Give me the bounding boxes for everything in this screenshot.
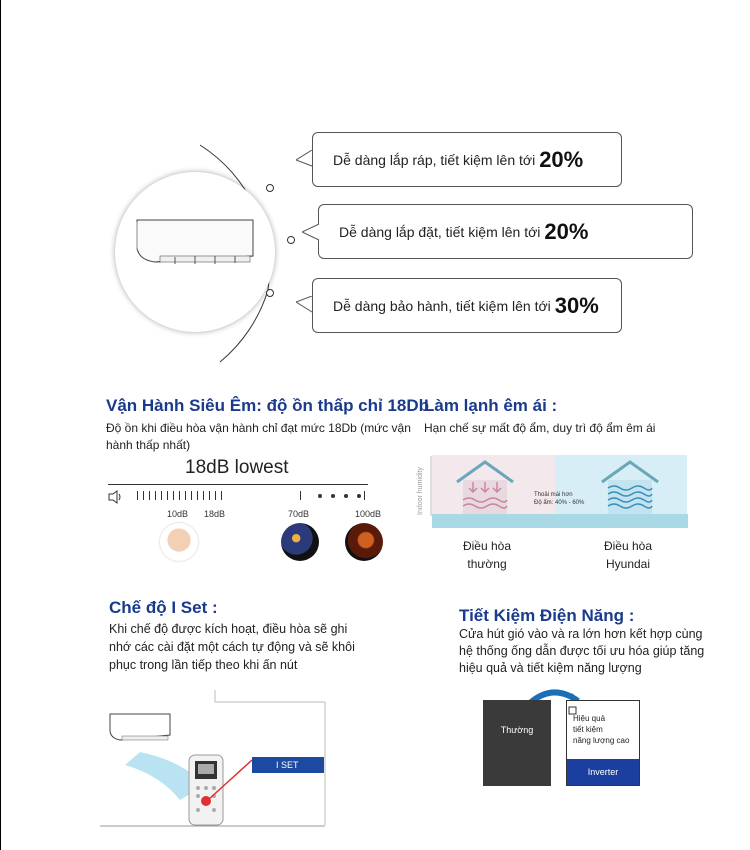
db-label-70: 70dB <box>288 509 310 519</box>
bubble-percent: 20% <box>539 146 584 172</box>
inverter-note-line1: Hiệu quả <box>573 714 606 723</box>
speaker-icon <box>108 490 124 504</box>
bubble-text: Dễ dàng lắp đặt, tiết kiệm lên tới <box>339 223 541 240</box>
noise-tick <box>300 491 301 500</box>
caption-line: Hyundai <box>605 557 651 571</box>
energy-description: Cửa hút gió vào và ra lớn hơn kết hợp cùng hệ thống ống dẫn được tối ưu hóa giúp tăng hiệu quả và tiết kiệm năng lượng <box>459 627 705 675</box>
cooling-heading: Làm lạnh êm ái : <box>424 396 558 415</box>
iset-button-label: I SET <box>252 757 324 773</box>
noise-tick <box>364 491 365 500</box>
comfort-note-line2: Độ ẩm: 40% - 60% <box>534 500 585 506</box>
normal-ac-caption <box>455 537 519 573</box>
quiet-description: Độ ồn khi điều hòa vận hành chỉ đạt mức 18Db (mức vận hành thấp nhất) <box>106 421 411 452</box>
axis-label: Indoor humidity <box>417 467 424 515</box>
house-normal-icon <box>455 460 515 515</box>
bubble-text: Dễ dàng bảo hành, tiết kiệm lên tới <box>333 297 551 314</box>
inverter-label: Inverter <box>567 759 639 785</box>
inverter-note-line3: năng lượng cao <box>573 736 630 745</box>
noise-scale-title: 18dB lowest <box>185 457 289 478</box>
bubble-text: Dễ dàng lắp ráp, tiết kiệm lên tới <box>333 151 536 168</box>
noise-dots <box>318 494 361 498</box>
sleeping-child-photo <box>160 523 198 561</box>
cooling-description: Hạn chế sự mất độ ẩm, duy trì độ ẩm êm ái <box>424 421 656 435</box>
quiet-heading: Vận Hành Siêu Êm: độ ồn thấp chỉ 18Db <box>106 396 430 415</box>
concert-photo <box>345 523 383 561</box>
energy-heading: Tiết Kiệm Điện Năng : <box>459 606 635 625</box>
floor-band <box>432 514 688 528</box>
pointer-line <box>206 755 256 805</box>
db-label-18: 18dB <box>204 509 226 519</box>
bubble-installation <box>318 204 693 259</box>
bubble-warranty <box>312 278 622 333</box>
bubble-assembly <box>312 132 622 187</box>
caption-line: thường <box>467 557 507 571</box>
iset-heading: Chế độ I Set : <box>109 598 218 617</box>
hyundai-ac-caption <box>596 537 660 573</box>
inverter-note-line2: tiết kiệm <box>573 725 603 734</box>
normal-ac-box <box>483 700 551 786</box>
iset-description: Khi chế độ được kích hoạt, điều hòa sẽ ghi nhớ các cài đặt một cách tự động và sẽ khôi phục trong lần tiếp theo khi ấn nút <box>109 622 355 672</box>
bubble-percent: 20% <box>544 218 589 244</box>
indoor-unit-circle <box>115 172 275 332</box>
noise-ticks <box>137 491 222 500</box>
bubble-tail <box>302 224 322 244</box>
comfort-note-line1: Thoải mái hơn <box>534 492 573 498</box>
axis-line <box>428 456 434 516</box>
bubble-tail <box>296 150 316 170</box>
normal-label: Thường <box>500 725 534 735</box>
indoor-unit-icon <box>115 172 275 332</box>
noise-scale-line <box>108 484 368 485</box>
house-hyundai-icon <box>600 460 660 515</box>
db-label-10: 10dB <box>167 509 189 519</box>
left-border-line <box>0 0 1 850</box>
caption-line: Điều hòa <box>462 539 512 553</box>
bubble-percent: 30% <box>554 292 599 318</box>
caption-line: Điều hòa <box>603 539 653 553</box>
bubble-tail <box>296 296 316 316</box>
city-street-photo <box>281 523 319 561</box>
db-label-100: 100dB <box>355 509 382 519</box>
checkbox-icon <box>568 706 578 716</box>
comfort-note <box>534 491 584 507</box>
